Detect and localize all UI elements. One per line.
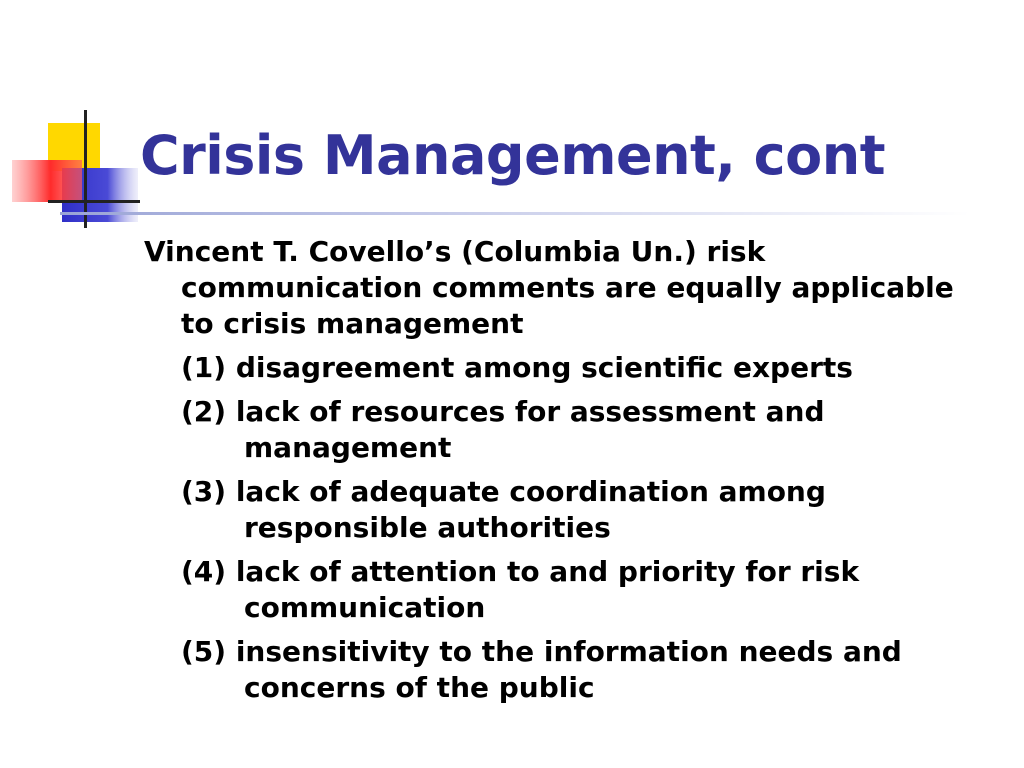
intro-paragraph: Vincent T. Covello’s (Columbia Un.) risk communication comments are equally applicable to crisis management bbox=[144, 235, 954, 340]
list-item: (5) insensitivity to the information needs and concerns of the public bbox=[181, 635, 902, 704]
list-item: (4) lack of attention to and priority for risk communication bbox=[181, 555, 860, 624]
list-item: (2) lack of resources for assessment and management bbox=[181, 395, 825, 464]
list-item: (1) disagreement among scientific experts bbox=[181, 351, 853, 384]
list-item: (3) lack of adequate coordination among responsible authorities bbox=[181, 475, 826, 544]
slide-title: Crisis Management, cont bbox=[140, 124, 886, 187]
squares-crosshair-logo-icon bbox=[0, 0, 140, 240]
slide-body bbox=[144, 234, 984, 714]
title-underline bbox=[60, 212, 970, 215]
